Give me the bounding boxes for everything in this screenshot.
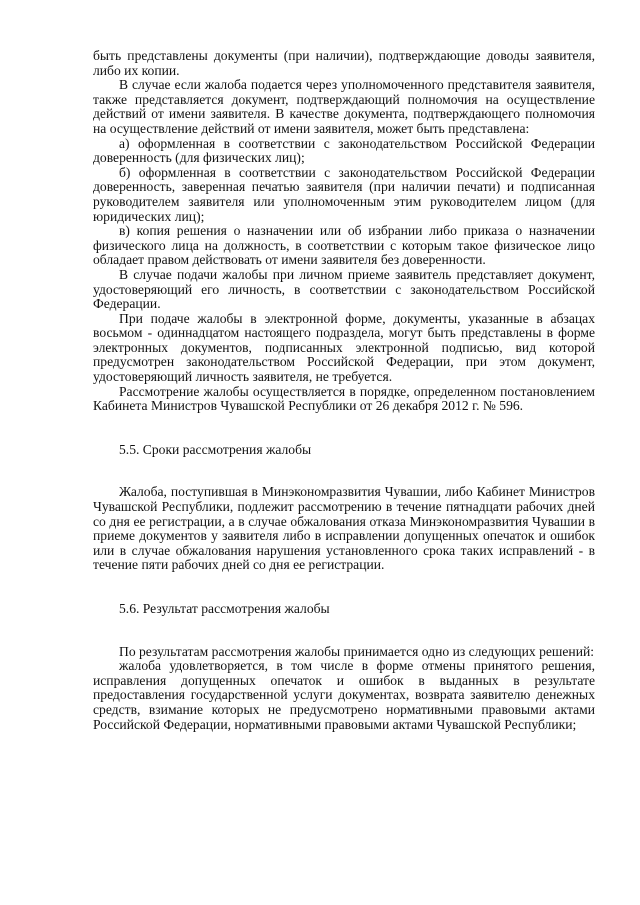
paragraph-item-c: в) копия решения о назначении или об избрании либо приказа о назначении физического лица на должность, в соответствии с которым такое физическое лицо обладает правом действовать от имени заявителя без доверенности.: [93, 223, 595, 268]
paragraph-representative: В случае если жалоба подается через уполномоченного представителя заявителя, также представляется документ, подтверждающий полномочия на осуществление действий от имени заявителя. В качестве документа, подтверждающего полномочия на осуществление действий от имени заявителя, может быть представлена:: [93, 77, 595, 136]
section-spacer: [93, 414, 595, 443]
paragraph-documents-proof: быть представлены документы (при наличии), подтверждающие доводы заявителя, либо их копии.: [93, 48, 595, 78]
paragraph-decisions-intro: По результатам рассмотрения жалобы принимается одно из следующих решений:: [119, 643, 595, 659]
paragraph-item-b: б) оформленная в соответствии с законодательством Российской Федерации доверенность, заверенная печатью заявителя (при наличии печати) и подписанная руководителем заявителя или уполномоченным этим руководителем лицом (для юридических лиц);: [93, 164, 595, 224]
paragraph-review-terms: Жалоба, поступившая в Минэкономразвития Чувашии, либо Кабинет Министров Чувашской Республики, подлежит рассмотрению в течение пятнадцати рабочих дней со дня ее регистрации, а в случае обжалования отказа Минэкономразвития Чувашии в приеме документов у заявителя либо в исправлении допущенных опечаток и ошибок или в случае обжалования нарушения установленного срока таких исправлений - в течение пяти рабочих дней со дня ее регистрации.: [93, 484, 595, 573]
paragraph-complaint-satisfied: жалоба удовлетворяется, в том числе в форме отмены принятого решения, исправления допущенных опечаток и ошибок в выданных в результате предоставления государственной услуги документах, возврата заявителю денежных средств, взимание которых не предусмотрено нормативными правовыми актами Российской Федерации, нормативными правовыми актами Чувашской Республики;: [93, 658, 595, 732]
paragraph-personal-reception: В случае подачи жалобы при личном приеме заявитель представляет документ, удостоверяющий его личность, в соответствии с законодательством Российской Федерации.: [93, 266, 595, 312]
section-spacer: [93, 457, 595, 485]
section-spacer: [93, 573, 595, 602]
document-page: [93, 49, 595, 732]
section-spacer: [93, 617, 595, 645]
paragraph-item-a: а) оформленная в соответствии с законодательством Российской Федерации доверенность (для физических лиц);: [93, 135, 595, 166]
paragraph-review-procedure: Рассмотрение жалобы осуществляется в порядке, определенном постановлением Кабинета Министров Чувашской Республики от 26 декабря 2012 г. № 596.: [93, 383, 595, 414]
paragraph-electronic-form: При подаче жалобы в электронной форме, документы, указанные в абзацах восьмом - одиннадцатом настоящего подраздела, могут быть представлены в форме электронных документов, подписанных электронной подписью, вид которой предусмотрен законодательством Российской Федерации, при этом документ, удостоверяющий личность заявителя, не требуется.: [93, 310, 595, 385]
section-heading-5-6: 5.6. Результат рассмотрения жалобы: [119, 601, 330, 616]
section-heading-5-5: 5.5. Сроки рассмотрения жалобы: [119, 441, 312, 457]
